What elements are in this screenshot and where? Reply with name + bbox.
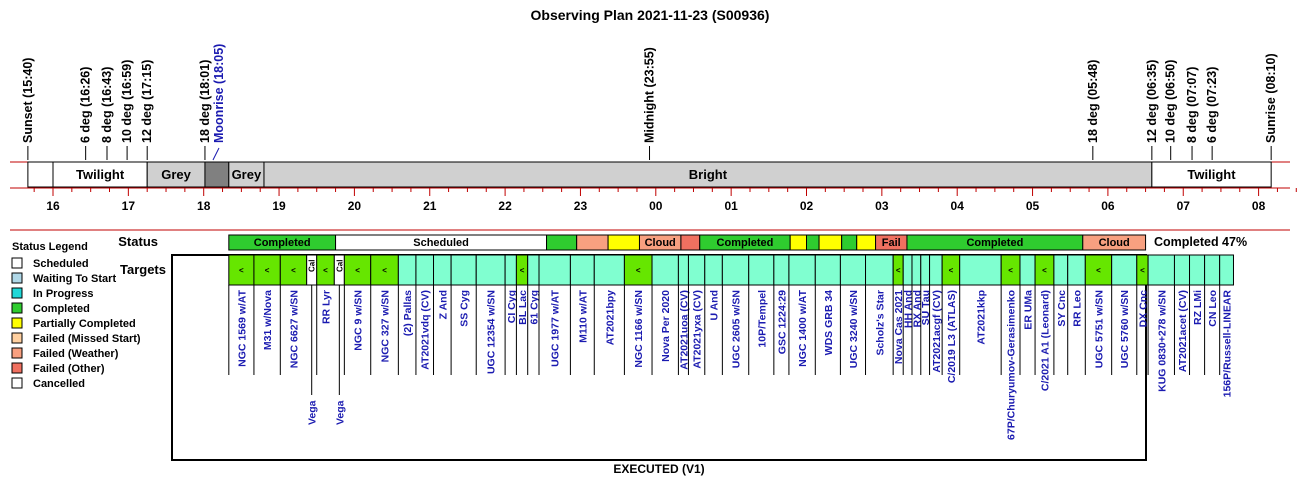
event-label: Moonrise (18:05) [211,43,226,143]
target-name: RR Leo [1071,290,1084,327]
hour-tick-label: 08 [1251,199,1266,213]
target-block [539,255,570,285]
target-name: Scholz's Star [874,290,887,356]
target-name: NGC 9 w/SN [352,290,365,351]
target-done-marker: < [1096,266,1101,275]
target-name: AT2021vdq (CV) [419,290,432,370]
target-block [570,255,594,285]
target-done-marker: < [382,266,387,275]
legend-item: Failed (Missed Start) [33,333,141,345]
legend-swatch [12,378,22,388]
status-segment [547,235,577,250]
target-block [1020,255,1035,285]
target-name: U And [708,290,721,321]
target-name: UGC 1977 w/AT [549,290,562,367]
target-block [398,255,416,285]
target-block [866,255,894,285]
hour-tick-label: 07 [1176,199,1190,213]
event-label: 18 deg (18:01) [197,59,212,143]
target-name: 67P/Churyumov-Gerasimenko [1005,290,1018,440]
sky-band-label: Grey [161,167,191,182]
target-name: Nova Cas 2021 [893,290,906,365]
hour-tick-label: 00 [649,199,663,213]
target-block [840,255,865,285]
hour-tick-label: 22 [498,199,512,213]
event-label: 8 deg (16:43) [100,66,115,143]
target-done-marker: < [519,266,525,275]
target-done-marker: < [264,266,270,275]
status-segment-label: Cloud [644,237,676,249]
target-name: AT2021acet (CV) [1176,290,1189,373]
status-segment-label: Cloud [1098,237,1130,249]
hour-tick-label: 06 [1101,199,1115,213]
hour-tick-label: 23 [573,199,588,213]
calibration-marker: Cal [335,259,345,272]
target-block [789,255,815,285]
event-label: Sunrise (08:10) [1264,53,1279,143]
moonrise-connector [213,148,219,160]
legend-item: Failed (Other) [33,363,105,375]
target-name: C/2021 A1 (Leonard) [1039,290,1052,392]
sky-band-label: Twilight [1187,167,1236,182]
target-done-marker: < [323,266,328,275]
legend-title: Status Legend [12,241,88,253]
legend-swatch [12,363,22,373]
target-block [912,255,921,285]
legend-swatch [12,258,22,268]
targets-row-label: Targets [120,262,166,277]
target-name: AT2021uoa (CV) [678,290,691,370]
target-block [652,255,678,285]
target-block [594,255,624,285]
target-name: AT2021acgf (CV) [930,290,943,373]
calibration-marker: Cal [307,259,317,272]
target-name: RX And [911,290,924,328]
target-block [815,255,840,285]
target-name: SY Cnc [1055,290,1068,327]
legend-swatch [12,333,22,343]
chart-title: Observing Plan 2021-11-23 (S00936) [530,7,770,23]
legend-item: Failed (Weather) [33,348,119,360]
hour-tick-label: 20 [347,199,362,213]
legend-swatch [12,303,22,313]
target-name: NGC 6627 w/SN [288,290,301,369]
target-name: UGC 5751 w/SN [1093,290,1106,369]
hour-tick-label: 04 [950,199,964,213]
target-block [1174,255,1189,285]
target-block [1205,255,1220,285]
status-segment [807,235,820,250]
target-name: ER UMa [1022,290,1035,330]
target-block [1054,255,1068,285]
event-label: Midnight (23:55) [642,47,657,143]
target-name: BL Lac [517,290,530,325]
status-segment [681,235,700,250]
target-block [1220,255,1234,285]
target-block [476,255,505,285]
target-block [505,255,516,285]
legend-item: Partially Completed [33,318,136,330]
event-label: Sunset (15:40) [20,57,35,143]
target-block [930,255,943,285]
target-name: AT2021yxa (CV) [691,290,704,369]
target-name: (2) Pallas [402,290,415,337]
target-name: RR Lyr [320,290,333,325]
legend-swatch [12,273,22,283]
target-block [921,255,930,285]
legend-item: Scheduled [33,258,89,270]
executed-frame [172,255,1146,460]
target-name: GSC 1224:29 [776,290,789,355]
target-name: M31 w/Nova [262,290,275,351]
hour-tick-label: 17 [121,199,136,213]
sky-band-label: Grey [231,167,262,182]
legend-swatch [12,318,22,328]
event-label: 18 deg (05:48) [1085,59,1100,143]
status-segment-label: Completed [716,237,774,249]
target-name: SS Cyg [458,290,471,327]
target-block [722,255,748,285]
target-name: Nova Per 2020 [660,290,673,362]
target-block [705,255,723,285]
hour-tick-label: 02 [799,199,814,213]
hour-tick-label: 18 [197,199,211,213]
hour-tick-label: 03 [875,199,889,213]
status-segment [842,235,857,250]
target-block [528,255,539,285]
target-done-marker: < [1042,266,1047,275]
hour-tick-label: 21 [423,199,437,213]
target-done-marker: < [895,266,901,275]
status-segment-label: Fail [881,237,901,249]
target-name: WDS GRB 34 [822,290,835,356]
target-name: UGC 2605 w/SN [730,290,743,369]
target-name: KUG 0830+278 w/SN [1156,290,1169,392]
event-label: 10 deg (06:50) [1163,59,1178,143]
target-name: CN Leo [1207,290,1220,327]
target-done-marker: < [239,266,244,275]
target-name: SU Tau [920,290,933,326]
status-segment [790,235,806,250]
target-block [749,255,774,285]
target-name: NGC 327 w/SN [379,290,392,363]
hour-tick-label: 01 [724,199,738,213]
target-name: 156P/Russell-LINEAR [1221,290,1234,398]
status-segment [577,235,608,250]
target-name: Z And [437,290,450,320]
calibration-star: Vega [334,400,347,425]
legend-item: Completed [33,303,90,315]
target-name: CI Cyg [505,290,518,324]
status-segment [819,235,842,250]
status-segment-label: Completed [966,237,1024,249]
sky-band-label: Bright [688,167,728,182]
target-name: C/2019 L3 (ATLAS) [945,290,958,384]
target-done-marker: < [948,266,954,275]
target-name: UGC 3240 w/SN [847,290,860,369]
target-done-marker: < [1140,266,1145,275]
target-done-marker: < [291,266,296,275]
target-name: DX Cnc [1137,290,1150,328]
target-block [1148,255,1174,285]
status-segment-label: Scheduled [413,237,469,249]
target-name: AT2021bpy [604,290,617,346]
event-label: 12 deg (17:15) [140,59,155,143]
hour-tick-label: 16 [46,199,60,213]
target-name: HH And [902,290,915,329]
executed-label: EXECUTED (V1) [613,462,705,476]
target-block [451,255,476,285]
event-label: 6 deg (07:23) [1205,66,1220,143]
calibration-star: Vega [306,400,319,425]
target-block [1112,255,1137,285]
target-name: 61 Cyg [528,290,541,325]
target-name: RZ LMi [1192,290,1205,325]
hour-tick-label: 05 [1025,199,1040,213]
target-name: M110 w/AT [577,290,590,343]
target-block [688,255,704,285]
target-block [903,255,912,285]
target-name: UGC 5760 w/SN [1119,290,1132,369]
target-block [1068,255,1086,285]
target-name: NGC 1400 w/AT [797,290,810,367]
event-label: 10 deg (16:59) [120,59,135,143]
target-name: NGC 1166 w/SN [633,290,646,368]
target-done-marker: < [355,266,360,275]
legend-item: Waiting To Start [33,273,117,285]
sky-band [28,162,53,187]
target-block [416,255,434,285]
status-segment-label: Completed [253,237,311,249]
target-block [434,255,452,285]
target-done-marker: < [635,266,641,275]
target-name: UGC 12354 w/SN [485,290,498,375]
sky-band-label: Twilight [76,167,125,182]
event-label: 6 deg (16:26) [78,66,93,143]
event-label: 12 deg (06:35) [1144,59,1159,143]
target-block [774,255,789,285]
status-segment [608,235,639,250]
legend-item: In Progress [33,288,94,300]
target-block [678,255,688,285]
legend-swatch [12,348,22,358]
hour-tick-label: 19 [272,199,286,213]
target-name: 10P/Tempel [756,290,769,348]
sky-band [205,162,229,187]
completion-percent: Completed 47% [1154,235,1248,249]
target-block [1190,255,1205,285]
target-done-marker: < [1008,266,1013,275]
legend-item: Cancelled [33,378,85,390]
legend-swatch [12,288,22,298]
status-row-label: Status [118,234,158,249]
target-name: AT2021kkp [975,290,988,345]
target-name: NGC 1569 w/AT [236,290,249,367]
status-segment [857,235,876,250]
event-label: 8 deg (07:07) [1185,66,1200,143]
target-block [960,255,1001,285]
